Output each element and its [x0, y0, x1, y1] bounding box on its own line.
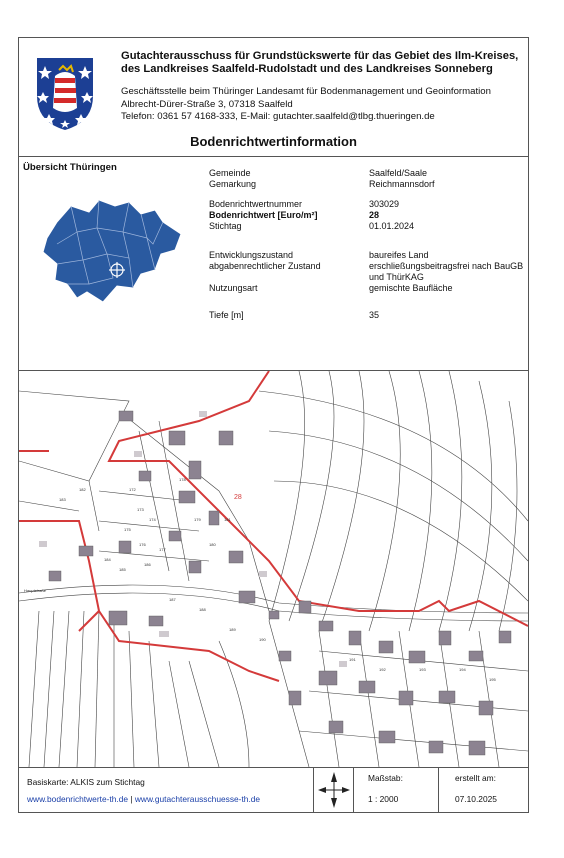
parcel-number: 177: [159, 547, 166, 552]
north-arrow-icon: [314, 768, 354, 812]
field-label: abgabenrechtlicher Zustand: [209, 261, 321, 271]
scale-label: Maßstab:: [368, 773, 403, 783]
parcel-number: 188: [199, 607, 206, 612]
header: [19, 38, 528, 156]
scale-value: 1 : 2000: [368, 794, 399, 804]
parcel-number: 193: [419, 667, 426, 672]
parcel-number: 189: [229, 627, 236, 632]
parcel-number: 180: [209, 542, 216, 547]
parcel-number: 194: [459, 667, 466, 672]
link-separator: |: [130, 794, 133, 804]
basemap-text: Basiskarte: ALKIS zum Stichtag: [27, 777, 145, 787]
field-value: Saalfeld/Saale: [369, 168, 428, 178]
link-gutachterausschuesse[interactable]: www.gutachterausschuesse-th.de: [134, 794, 261, 804]
parcel-number: 179: [194, 517, 201, 522]
created-date: 07.10.2025: [455, 794, 497, 804]
coat-of-arms-icon: [35, 56, 95, 132]
parcel-number: 181: [224, 517, 231, 522]
parcel-number: 178: [179, 477, 186, 482]
field-label: Bodenrichtwertnummer: [209, 199, 303, 209]
field-value: baureifes Land: [369, 250, 429, 260]
parcel-number: 183: [59, 497, 66, 502]
created-label: erstellt am:: [455, 773, 496, 783]
thuringia-overview-map: [37, 192, 187, 312]
field-value: gemischte Baufläche: [369, 283, 453, 293]
field-label: Bodenrichtwert [Euro/m²]: [209, 210, 318, 220]
page-title: Bodenrichtwertinformation: [190, 134, 357, 149]
parcel-number: 176: [139, 542, 146, 547]
field-value: 303029: [369, 199, 400, 209]
field-label: Stichtag: [209, 221, 242, 231]
parcel-number: 184: [104, 557, 111, 562]
field-label: Gemarkung: [209, 179, 257, 189]
cadastral-map[interactable]: [19, 371, 528, 768]
footer: [19, 768, 528, 812]
field-value: 28: [369, 210, 380, 220]
contact-line: Telefon: 0361 57 4168-333, E-Mail: gutachter.saalfeld@tlbg.thueringen.de: [121, 111, 435, 123]
field-label: Entwicklungszustand: [209, 250, 294, 260]
parcel-number: 174: [149, 517, 156, 522]
org-line-1: Gutachterausschuss für Grundstückswerte für das Gebiet des Ilm-Kreises,: [121, 50, 519, 62]
title-bar: [19, 128, 528, 157]
field-value: 35: [369, 310, 380, 320]
overview-label: Übersicht Thüringen: [23, 162, 117, 173]
field-label: Nutzungsart: [209, 283, 258, 293]
zone-boundary: [19, 371, 528, 681]
org-line-2: des Landkreises Saalfeld-Rudolstadt und des Landkreises Sonneberg: [121, 63, 493, 75]
parcel-number: 191: [349, 657, 356, 662]
link-bodenrichtwerte[interactable]: www.bodenrichtwerte-th.de: [27, 794, 129, 804]
parcel-number: 186: [144, 562, 151, 567]
info-section: [19, 156, 528, 371]
office-line: Geschäftsstelle beim Thüringer Landesamt für Bodenmanagement und Geoinformation: [121, 86, 491, 97]
parcel-number: 172: [129, 487, 136, 492]
field-value: Reichmannsdorf: [369, 179, 435, 189]
document-frame: [18, 37, 529, 813]
field-label: Gemeinde: [209, 168, 251, 178]
parcel-number: 173: [137, 507, 144, 512]
parcel-number: 195: [489, 677, 496, 682]
north-arrow-cell: [314, 768, 354, 812]
cadastral-map-svg: [19, 371, 528, 767]
field-label: Tiefe [m]: [209, 310, 244, 320]
address-line: Albrecht-Dürer-Straße 3, 07318 Saalfeld: [121, 98, 293, 110]
zone-value-label: 28: [234, 494, 242, 501]
field-value: erschließungsbeitragsfrei nach BauGB und ThürKAG: [369, 261, 524, 282]
parcel-number: 192: [379, 667, 386, 672]
field-value: 01.01.2024: [369, 221, 415, 231]
created-cell: [439, 768, 528, 812]
street-label: Hauptstraße: [24, 588, 47, 593]
parcel-number: 187: [169, 597, 176, 602]
parcel-number: 190: [259, 637, 266, 642]
parcel-number: 175: [124, 527, 131, 532]
parcel-number: 185: [119, 567, 126, 572]
footer-info: [19, 768, 314, 812]
parcel-number: 182: [79, 487, 86, 492]
scale-cell: [354, 768, 439, 812]
